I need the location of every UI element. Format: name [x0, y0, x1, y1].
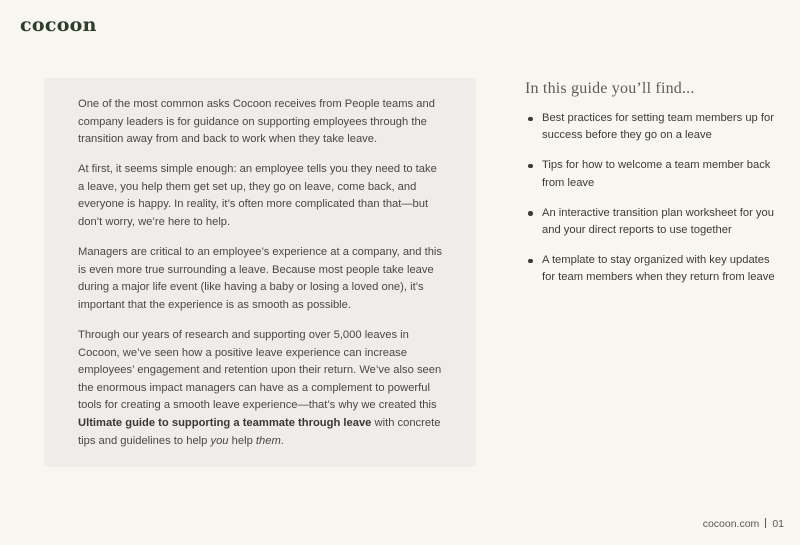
intro-p4-text-4: . — [280, 434, 284, 447]
footer-divider — [765, 518, 766, 528]
footer-site-link[interactable]: cocoon.com — [702, 518, 760, 530]
intro-card — [44, 78, 476, 467]
guide-list — [525, 110, 780, 287]
intro-paragraph-4 — [78, 327, 446, 450]
intro-paragraph-2: At first, it seems simple enough: an employee tells you they need to take a leave, you help them get set up, they go on leave, come back, and everyone is happy. In reality, it’s often more complicated than that—but don’t worry, we’re here to help. — [78, 163, 437, 229]
bullet-icon — [528, 259, 533, 264]
guide-list-item — [525, 205, 780, 239]
guide-contents — [525, 80, 780, 300]
intro-paragraph-3: Managers are critical to an employee’s experience at a company, and this is even more true surrounding a leave. Because most people take leave during a major life event (like having a baby or losing a loved one), it’s important that the experience is as smooth as possible. — [78, 246, 442, 311]
page-footer — [703, 518, 784, 530]
guide-list-item — [525, 110, 780, 144]
bullet-icon — [528, 117, 533, 122]
guide-item-text: Tips for how to welcome a team member back from leave — [542, 159, 771, 189]
intro-p4-text-2: with concrete tips and guidelines to help — [78, 417, 441, 447]
guide-item-text: A template to stay organized with key updates for team members when they return from leave — [542, 254, 775, 284]
guide-list-item — [525, 157, 780, 191]
intro-p4-em-you: you — [210, 434, 229, 447]
intro-paragraph-1: One of the most common asks Cocoon receives from People teams and company leaders is for guidance on supporting employees through the transition away from and back to work when they take leave. — [78, 98, 435, 146]
guide-heading: In this guide you’ll find... — [525, 80, 695, 97]
guide-item-text: Best practices for setting team members up for success before they go on a leave — [542, 112, 774, 142]
cocoon-logo: cocoon — [20, 14, 97, 36]
intro-p4-text-1: Through our years of research and supporting over 5,000 leaves in Cocoon, we’ve seen how a positive leave experience can increase employees’ engagement and retention upon their return. We’ve also seen the enormous impact managers can have as a complement to powerful tools for creating a smooth leave experience—that’s why we created this — [78, 329, 442, 412]
guide-list-item — [525, 252, 780, 286]
bullet-icon — [528, 211, 533, 216]
page-number: 01 — [772, 518, 784, 530]
guide-title-bold: Ultimate guide to supporting a teammate through leave — [78, 417, 372, 429]
intro-p4-text-3: help — [228, 434, 256, 447]
intro-p4-em-them: them — [255, 434, 281, 447]
bullet-icon — [528, 164, 533, 169]
guide-item-text: An interactive transition plan worksheet for you and your direct reports to use together — [542, 206, 774, 237]
